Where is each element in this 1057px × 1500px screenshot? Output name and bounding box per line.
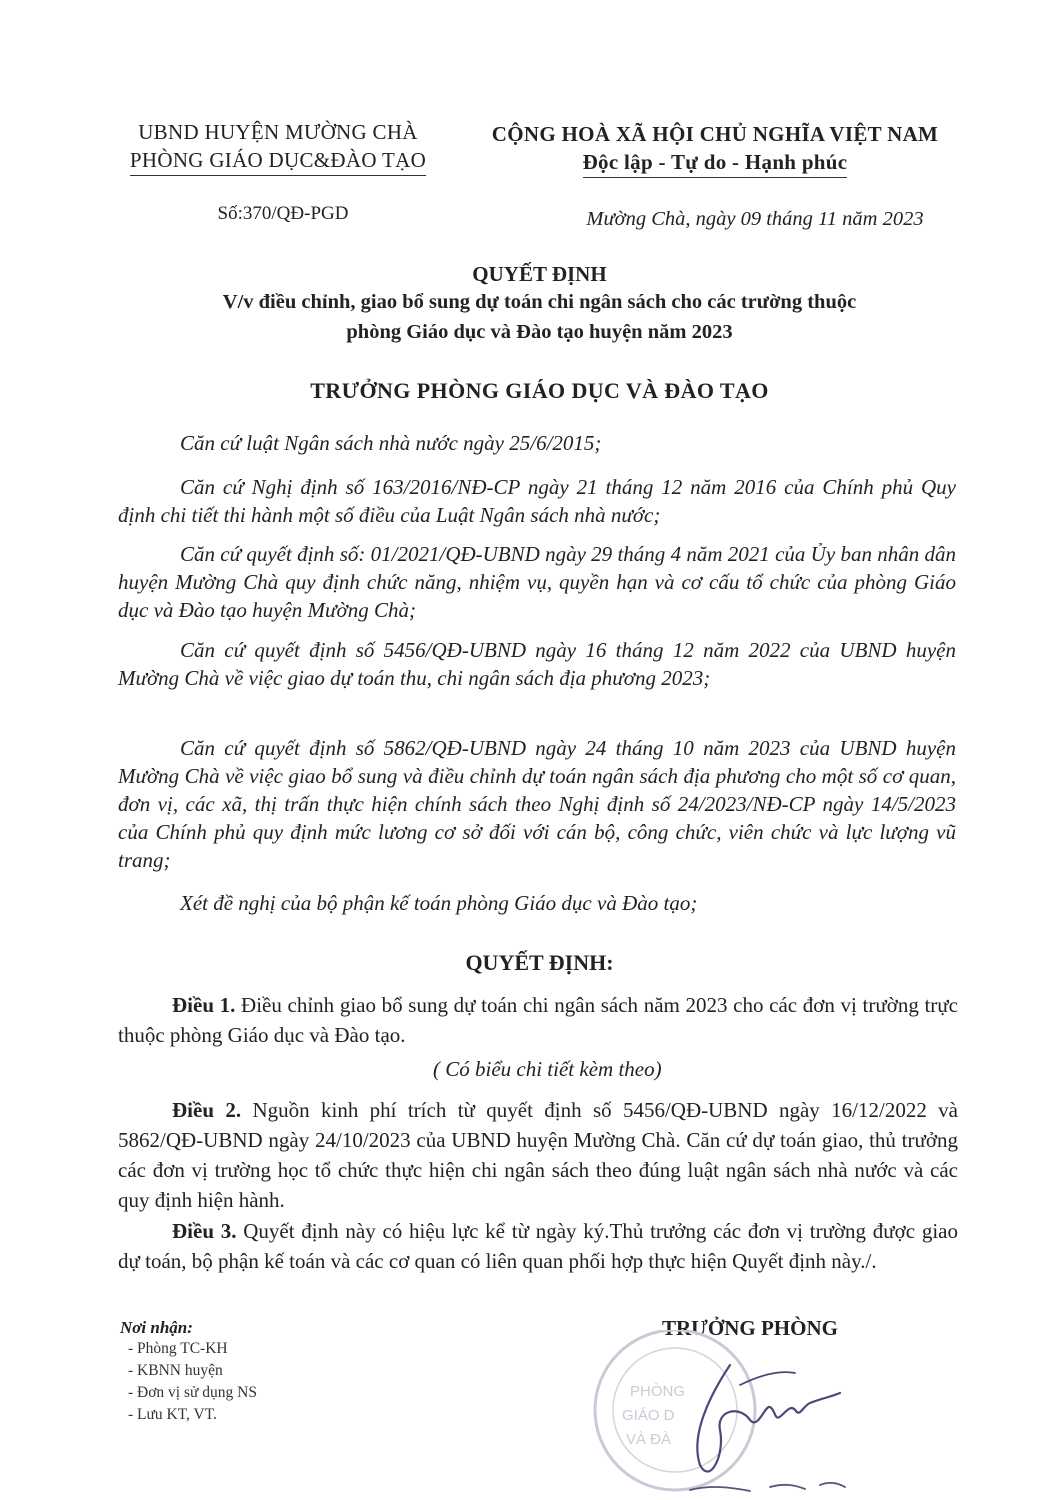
- preamble-decree: Căn cứ Nghị định số 163/2016/NĐ-CP ngày 21 tháng 12 năm 2016 của Chính phủ Quy định chi tiết thi hành một số điều của Luật Ngân sách nhà nước;: [118, 475, 956, 527]
- national-motto: [470, 150, 960, 178]
- article-2-label: Điều 2.: [172, 1098, 242, 1122]
- decision-heading: QUYẾT ĐỊNH:: [465, 950, 614, 975]
- attachment-note: ( Có biểu chi tiết kèm theo): [433, 1057, 662, 1081]
- issuing-authority: UBND HUYỆN MƯỜNG CHÀ: [138, 120, 418, 144]
- issuing-department: [108, 148, 448, 176]
- recipient-item: - Lưu KT, VT.: [128, 1406, 217, 1423]
- subject-line-2: phòng Giáo dục và Đào tạo huyện năm 2023: [346, 321, 733, 343]
- department-name: PHÒNG GIÁO DỤC&ĐÀO TẠO: [130, 148, 426, 176]
- preamble-decision-01: Căn cứ quyết định số: 01/2021/QĐ-UBND ngày 29 tháng 4 năm 2021 của Ủy ban nhân dân huyện Mường Chà quy định chức năng, nhiệm vụ, quyền hạn và cơ cấu tổ chức của phòng Giáo dục và Đào tạo huyện Mường Chà;: [118, 542, 956, 622]
- document-number: Số:370/QĐ-PGD: [217, 203, 349, 224]
- document-title: QUYẾT ĐỊNH: [472, 262, 607, 286]
- article-1-text: Điều chỉnh giao bổ sung dự toán chi ngân sách năm 2023 cho các đơn vị trường trực thuộc phòng Giáo dục và Đào tạo.: [118, 993, 958, 1047]
- svg-text:GIÁO D: GIÁO D: [622, 1407, 675, 1424]
- recipient-item: - Phòng TC-KH: [128, 1340, 228, 1357]
- svg-text:VÀ ĐÀ: VÀ ĐÀ: [626, 1431, 672, 1448]
- national-title: CỘNG HOÀ XÃ HỘI CHỦ NGHĨA VIỆT NAM: [491, 122, 939, 146]
- subject-line-1: V/v điều chỉnh, giao bổ sung dự toán chi ngân sách cho các trường thuộc: [222, 291, 857, 313]
- preamble-decision-5456: Căn cứ quyết định số 5456/QĐ-UBND ngày 16 tháng 12 năm 2022 của UBND huyện Mường Chà về việc giao dự toán thu, chi ngân sách địa phương 2023;: [118, 638, 956, 690]
- article-2-text: Nguồn kinh phí trích từ quyết định số 5456/QĐ-UBND ngày 16/12/2022 và 5862/QĐ-UBND ngày 24/10/2023 của UBND huyện Mường Chà. Căn cứ dự toán giao, thủ trưởng các đơn vị trường học tổ chức thực hiện chi ngân sách theo đúng luật ngân sách nhà nước và các quy định hiện hành.: [118, 1098, 959, 1212]
- article-3-text: Quyết định này có hiệu lực kể từ ngày ký.Thủ trưởng các đơn vị trường được giao dự toán, bộ phận kế toán và các cơ quan có liên quan phối hợp thực hiện Quyết định này./.: [118, 1219, 959, 1273]
- article-2: [118, 1095, 958, 1215]
- recipients-heading: Nơi nhận:: [120, 1318, 193, 1337]
- article-1: [118, 990, 958, 1050]
- article-3-label: Điều 3.: [172, 1219, 237, 1243]
- article-1-label: Điều 1.: [172, 993, 236, 1017]
- authority-title: TRƯỞNG PHÒNG GIÁO DỤC VÀ ĐÀO TẠO: [310, 378, 769, 403]
- recipient-item: - Đơn vị sử dụng NS: [128, 1384, 257, 1401]
- place-and-date: Mường Chà, ngày 09 tháng 11 năm 2023: [586, 208, 924, 230]
- svg-text:PHÒNG: PHÒNG: [630, 1383, 686, 1400]
- motto-text: Độc lập - Tự do - Hạnh phúc: [583, 150, 848, 178]
- preamble-decision-5862: Căn cứ quyết định số 5862/QĐ-UBND ngày 24 tháng 10 năm 2023 của UBND huyện Mường Chà về việc giao bổ sung và điều chỉnh dự toán ngân sách địa phương cho một số cơ quan, đơn vị, các xã, thị trấn thực hiện chính sách theo Nghị định số 24/2023/NĐ-CP ngày 14/5/2023 của Chính phủ quy định mức lương cơ sở đối với cán bộ, công chức, viên chức và lực lượng vũ trang;: [118, 736, 956, 872]
- signer-title: TRƯỞNG PHÒNG: [662, 1316, 838, 1340]
- article-3: [118, 1216, 958, 1276]
- preamble-law: Căn cứ luật Ngân sách nhà nước ngày 25/6/2015;: [180, 431, 602, 455]
- handwritten-signature-icon: [670, 1345, 850, 1495]
- recipient-item: - KBNN huyện: [128, 1362, 223, 1379]
- preamble-proposal: Xét đề nghị của bộ phận kế toán phòng Giáo dục và Đào tạo;: [180, 891, 698, 915]
